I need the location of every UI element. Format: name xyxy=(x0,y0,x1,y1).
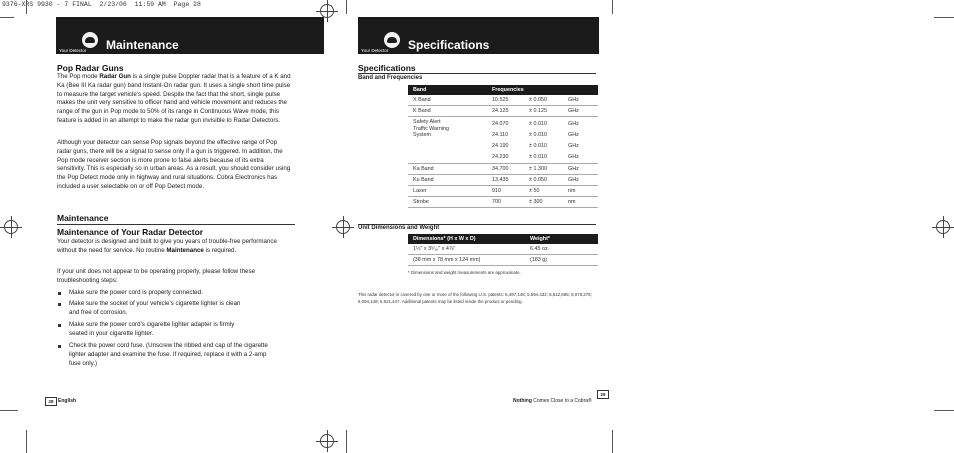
right-footer-tagline: Nothing Comes Close to a Cobra® xyxy=(513,398,592,404)
specifications-heading: Specifications xyxy=(358,63,416,73)
maintenance-section-heading: Maintenance xyxy=(57,213,109,223)
table-row xyxy=(408,186,598,197)
cell-tolerance: ± 50 xyxy=(524,186,563,197)
cell-tolerance: ± 300 xyxy=(524,197,563,208)
cell-band: K Band xyxy=(408,106,487,117)
table-row xyxy=(408,95,598,106)
unit-dimensions-heading: Unit Dimensions and Weight xyxy=(358,225,440,231)
crop-mark xyxy=(346,430,347,453)
cell-tolerance: ± 0.050 xyxy=(524,175,563,186)
cell-weight: (183 g) xyxy=(525,255,598,266)
cell-band: Safety Alert Traffic Warning System xyxy=(408,117,487,164)
section-divider xyxy=(57,224,295,225)
table-row xyxy=(408,175,598,186)
bullet-icon xyxy=(58,324,61,327)
crop-mark xyxy=(346,0,347,14)
right-banner xyxy=(358,17,599,54)
cell-band: Ku Band xyxy=(408,175,487,186)
table-row xyxy=(408,197,598,208)
cell-frequency: 700 xyxy=(487,197,524,208)
column-header-band: Band xyxy=(408,85,487,95)
cell-frequency: 910 xyxy=(487,186,524,197)
list-item-text: Make sure the socket of your vehicle’s cigarette lighter is clean and free of corrosion. xyxy=(69,300,241,316)
right-banner-tag: Your Detector xyxy=(361,48,389,53)
table-row xyxy=(408,244,598,255)
cell-band: Ka Band xyxy=(408,164,487,175)
dimensions-table xyxy=(408,234,598,266)
dimensions-note: * Dimensions and weight measurements are approximate. xyxy=(408,270,521,275)
column-header-frequencies: Frequencies xyxy=(487,85,598,95)
left-page-number: 28 xyxy=(45,397,57,406)
maintenance-subheading: Maintenance of Your Radar Detector xyxy=(57,227,204,237)
cell-unit: GHz GHz GHz GHz xyxy=(563,117,598,164)
pop-paragraph-2: Although your detector can sense Pop signals beyond the effective range of Pop radar guns, there will be a signal to sense only if a gun is triggered. In addition, the Pop mode receiver section is more prone to false alerts because of its extra sensitivity. This is especially so in urban areas. As a result, you should consider using the Pop Detect mode only in highway and rural situations. Cobra Electronics has included a user selectable on or off Pop Detect mode. xyxy=(57,139,291,190)
crop-mark xyxy=(934,410,954,411)
table-row xyxy=(408,164,598,175)
table-row xyxy=(408,255,598,266)
list-item-text: Make sure the power cord is properly connected. xyxy=(69,289,203,296)
cell-frequency: 13.435 xyxy=(487,175,524,186)
cell-unit: GHz xyxy=(563,106,598,117)
registration-mark xyxy=(320,4,334,18)
band-frequencies-heading: Band and Frequencies xyxy=(358,75,423,81)
column-header-weight: Weight* xyxy=(525,234,598,244)
crop-mark xyxy=(26,0,27,14)
cell-unit: nm xyxy=(563,197,598,208)
cell-unit: GHz xyxy=(563,175,598,186)
band-frequency-table xyxy=(408,85,598,208)
table-header-row xyxy=(408,85,598,95)
pop-radar-heading: Pop Radar Guns xyxy=(57,63,124,73)
patent-text: This radar detector is covered by one or more of the following U.S. patents: 5,497,148; 5,594,432; 5,612,685; 6,078,279; 6,094,148; 6,621,447. Additional patents may be listed inside the product or pending. xyxy=(358,292,592,304)
maintenance-paragraph-2: If your unit does not appear to be operating properly, please follow these troubleshooting steps: xyxy=(57,268,256,284)
right-banner-title: Specifications xyxy=(408,38,490,52)
cobra-logo-icon xyxy=(82,32,98,48)
left-footer-label: English xyxy=(58,398,77,404)
cell-tolerance: ± 1.300 xyxy=(524,164,563,175)
cell-unit: GHz xyxy=(563,95,598,106)
cell-band: Strobe xyxy=(408,197,487,208)
bullet-icon xyxy=(58,292,61,295)
table-row xyxy=(408,117,598,164)
crop-mark xyxy=(612,430,613,453)
cell-unit: GHz xyxy=(563,164,598,175)
cell-dimensions: (38 mm x 78 mm x 124 mm) xyxy=(408,255,525,266)
column-header-dimensions: Dimensions* (H x W x D) xyxy=(408,234,525,244)
bullet-icon xyxy=(58,303,61,306)
crop-mark xyxy=(934,17,954,18)
pop-paragraph-1: The Pop mode Radar Gun is a single pulse Doppler radar that is a feature of a K and Ka (Bee III Ka radar gun) band Instant-On radar gun. It uses a single short time pulse to measure the target vehicle’s speed. Despite the fact that the short, single pulse makes the unit very sensitive to officer hand and vehicle movement and reduces the range of the gun in Pop mode to 50% of its range in Continuous Wave mode, this feature is added in an attempt to make the radar gun invisible to Radar Detectors. xyxy=(57,73,291,124)
cell-band: X Band xyxy=(408,95,487,106)
crop-mark xyxy=(0,17,14,18)
cell-frequency: 34.700 xyxy=(487,164,524,175)
crop-mark xyxy=(0,410,18,411)
cobra-logo-icon xyxy=(384,32,400,48)
cell-frequency: 10.525 xyxy=(487,95,524,106)
print-slug: 9376-XRS 9930 - 7 FINAL 2/23/06 11:59 AM Page 28 xyxy=(2,1,201,8)
right-page-number: 29 xyxy=(597,390,609,399)
registration-mark xyxy=(320,434,334,448)
registration-mark xyxy=(336,220,350,234)
bullet-icon xyxy=(58,345,61,348)
list-item-text: Make sure the power cord’s cigarette lighter adapter is firmly seated in your cigarette lighter. xyxy=(69,321,235,337)
table-row xyxy=(408,106,598,117)
cell-tolerance: ± 0.050 xyxy=(524,95,563,106)
table-header-row xyxy=(408,234,598,244)
cell-tolerance: ± 0.010 ± 0.010 ± 0.010 ± 0.010 xyxy=(524,117,563,164)
left-banner xyxy=(56,17,324,54)
registration-mark xyxy=(936,220,950,234)
cell-weight: 6.45 oz. xyxy=(525,244,598,255)
cell-frequency: 24.070 24.110 24.190 24.230 xyxy=(487,117,524,164)
section-divider xyxy=(358,73,596,74)
cell-band: Laser xyxy=(408,186,487,197)
cell-frequency: 24.125 xyxy=(487,106,524,117)
cell-tolerance: ± 0.125 xyxy=(524,106,563,117)
crop-mark xyxy=(26,430,27,453)
left-banner-title: Maintenance xyxy=(106,38,179,52)
list-item-text: Check the power cord fuse. (Unscrew the ribbed end cap of the cigarette lighter adapter and examine the fuse. If required, replace it with a 2-amp fuse only.) xyxy=(69,342,268,367)
crop-mark xyxy=(612,0,613,14)
maintenance-paragraph-1: Your detector is designed and built to give you years of trouble-free performance without the need for service. No routine Maintenance is required. xyxy=(57,238,277,254)
cell-unit: nm xyxy=(563,186,598,197)
registration-mark xyxy=(4,220,18,234)
cell-dimensions: 1½" x 3⁵⁄₁₆" x 4⅞" xyxy=(408,244,525,255)
left-banner-tag: Your Detector xyxy=(59,48,87,53)
